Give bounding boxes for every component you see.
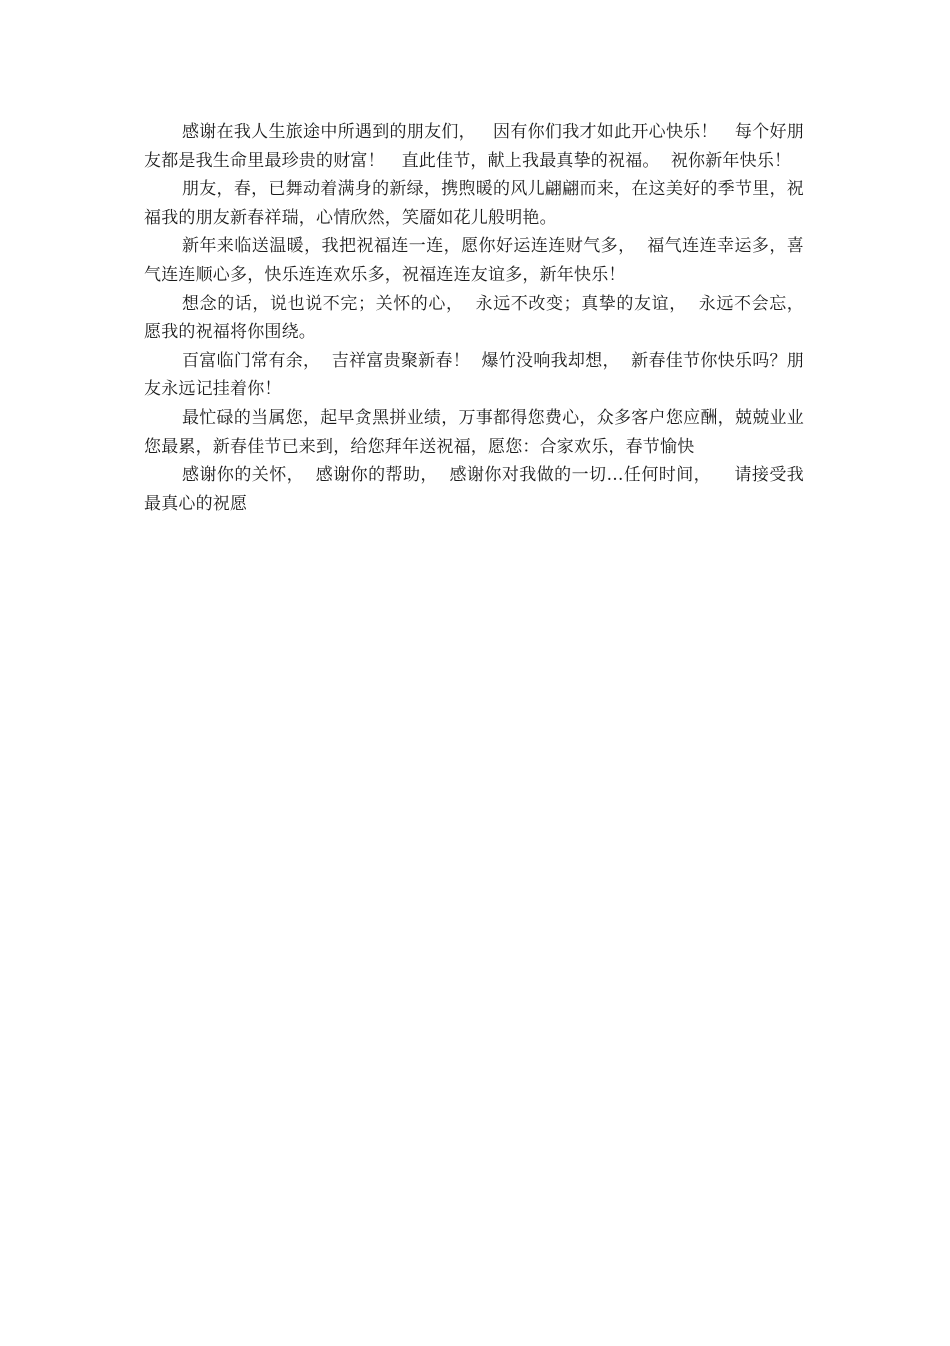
paragraph-gratitude: 感谢你的关怀， 感谢你的帮助， 感谢你对我做的一切…任何时间， 请接受我最真心的祝愿 [144,465,804,514]
document-body [144,118,804,518]
paragraph-thanks-friends: 感谢在我人生旅途中所遇到的朋友们， 因有你们我才如此开心快乐！ 每个好朋友都是我生命里最珍贵的财富！ 直此佳节，献上我最真挚的祝福。 祝你新年快乐！ [144,122,804,171]
paragraph-spring: 朋友，春，已舞动着满身的新绿，携煦暖的风儿翩翩而来，在这美好的季节里，祝福我的朋友新春祥瑞，心情欣然，笑靥如花儿般明艳。 [144,179,804,228]
paragraph-new-year-warmth: 新年来临送温暖，我把祝福连一连，愿你好运连连财气多， 福气连连幸运多，喜气连连顺心多，快乐连连欢乐多，祝福连连友谊多，新年快乐！ [144,236,804,285]
paragraph-missing-words: 想念的话，说也说不完；关怀的心， 永远不改变；真挚的友谊， 永远不会忘，愿我的祝福将你围绕。 [144,293,804,343]
paragraph-busy-client: 最忙碌的当属您，起早贪黑拼业绩，万事都得您费心，众多客户您应酬，兢兢业业您最累，新春佳节已来到，给您拜年送祝福，愿您：合家欢乐，春节愉快 [144,407,804,457]
paragraph-prosperity: 百富临门常有余， 吉祥富贵聚新春！ 爆竹没响我却想， 新春佳节你快乐吗？朋友永远记挂着你！ [144,350,804,400]
